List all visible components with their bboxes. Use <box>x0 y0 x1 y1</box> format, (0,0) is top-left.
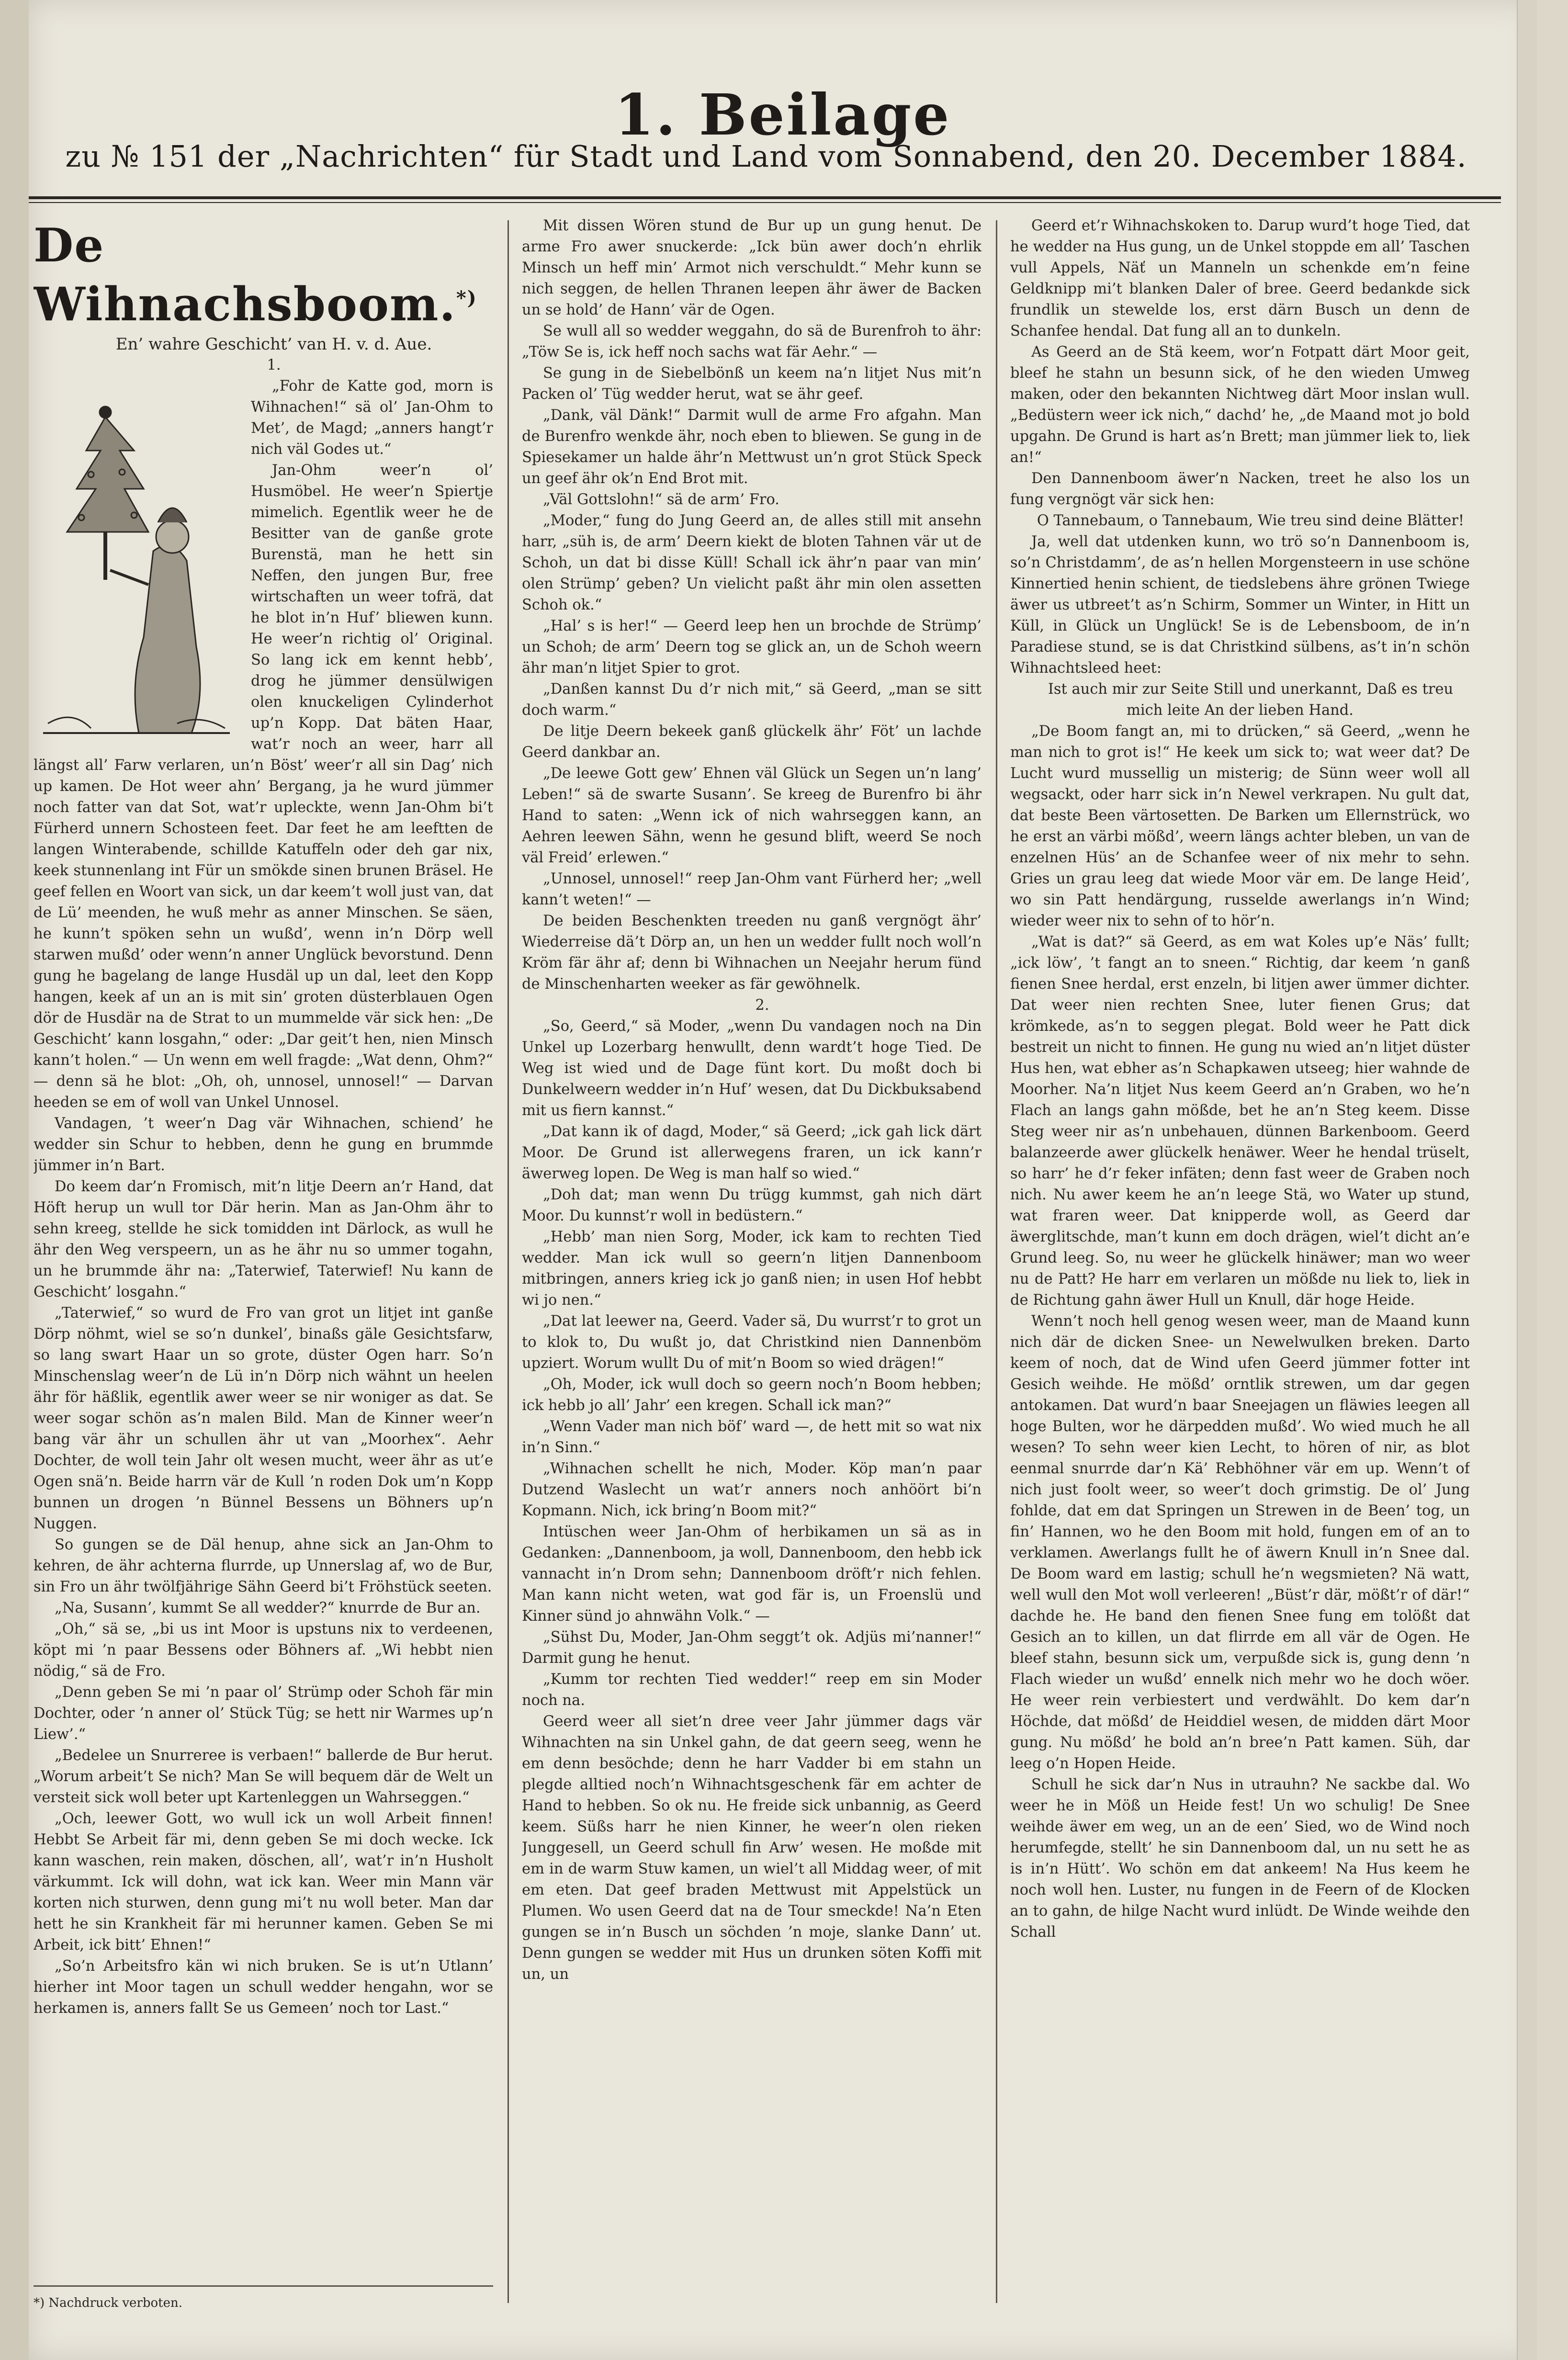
paragraph: „Dank, väl Dänk!“ Darmit wull de arme Fro afgahn. Man de Burenfro wenkde ähr, noch eben to bliewen. Se gung in de Spiesekamer un halde ähr’n Mettwust un’n grot Stück Speck un geef ähr ok’n End Brot mit. <box>522 407 981 487</box>
column-divider <box>508 220 509 2303</box>
paragraph: „Unnosel, unnosel!“ reep Jan-Ohm vant Fürherd her; „well kann’t weten!“ — <box>522 870 981 908</box>
paragraph: „Moder,“ fung do Jung Geerd an, de alles still mit ansehn harr, „süh is, de arm’ Deern kiekt de bloten Tahnen vär ut de Schoh, un dat bi disse Küll! Schall ick ähr’n paar van min’ olen Strümp’ geben? Un vielicht paßt ähr min olen assetten Schoh ok.“ <box>522 512 981 613</box>
paragraph: As Geerd an de Stä keem, wor’n Fotpatt därt Moor geit, bleef he stahn un besunn sick, of he den wieden Umweg maken, oder den bekannten Nichtweg därt Moor inslan wull. „Bedüstern weer ick nich,“ dachd’ he, „de Maand mot jo bold upgahn. De Grund is hart as’n Brett; man jümmer liek to, liek an!“ <box>1010 344 1470 466</box>
paragraph: „Oh, Moder, ick wull doch so geern noch’n Boom hebben; ick hebb jo all’ Jahr’ een kregen. Schall ick man?“ <box>522 1376 981 1414</box>
paragraph: „Hebb’ man nien Sorg, Moder, ick kam to rechten Tied wedder. Man ick wull so geern’n litjen Dannenboom mitbringen, anners krieg ick jo ganß nien; in usen Hof hebbt wi jo nen.“ <box>522 1229 981 1309</box>
masthead <box>29 81 1537 148</box>
article-title: De Wihnachsboom.*) <box>34 218 477 331</box>
column-1 <box>34 215 493 2313</box>
paragraph: „Danßen kannst Du d’r nich mit,“ sä Geerd, „man se sitt doch warm.“ <box>522 681 981 719</box>
section-number-2: 2. <box>755 997 769 1014</box>
section-number-1: 1. <box>267 357 281 373</box>
column-divider <box>996 220 997 2303</box>
paragraph: „Sühst Du, Moder, Jan-Ohm seggt’t ok. Adjüs mi’nanner!“ Darmit gung he henut. <box>522 1629 981 1667</box>
paragraph: „So, Geerd,“ sä Moder, „wenn Du vandagen noch na Din Unkel up Lozerbarg henwullt, denn wardt’t hoge Tied. De Weg ist wied und de Dage fünt kort. Du moßt doch bi Dunkelweern wedder in’n Huf’ wesen, dat Du Dickbuksabend mit us fiern kannst.“ <box>522 1018 981 1119</box>
paragraph: Jan-Ohm weer’n ol’ Husmöbel. He weer’n Spiertje mimelich. Egentlik weer he de Besitter van de ganße grote Burenstä, man he hett sin Neffen, den jungen Bur, free wirtschaften un weer tofrä, dat he blot in’n Huf’ bliewen kunn. He weer’n richtig ol’ Original. So lang ick em kennt hebb’, drog he jümmer densülwigen olen knuckeligen Cylinderhot up’n Kopp. Dat bäten Haar, wat’r noch an weer, harr all längst all’ Farw verlaren, un’n Böst’ weer’r all sin Dag’ nich up kamen. De Hot weer ahn’ Bergang, ja he wurd jümmer noch fatter van dat Sot, wat’r upleckte, wenn Jan-Ohm bi’t Fürherd unnern Schosteen feet. Dar feet he am leeftten de langen Winterabende, schillde Katuffeln oder deh gar nix, keek stunnenlang int Für un smökde sinen brunen Bräsel. He geef fellen en Woort van sick, un dar keem’t woll just van, dat de Lü’ meenden, he wuß mehr as anner Minschen. Se säen, he kunn’t spöken sehn un wußd’, wenn in’n Dörp well starwen mußd’ oder wenn’n anner Unglück bevorstund. Denn gung he bagelang de lange Husdäl up un dal, leet den Kopp hangen, keek af un an is mit sin’ groten düsterblauen Ogen dör de Husdär na de Strat to un mummelde vär sick hen: „De Geschicht’ kann losgahn,“ oder: „Dar geit’t hen, nien Minsch kann’t holen.“ — Un wenn em well fragde: „Wat denn, Ohm?“ — denn sä he blot: „Oh, oh, unnosel, unnosel!“ — Darvan heeden se em of woll van Unkel Unnosel. <box>34 462 493 1111</box>
paragraph: De litje Deern bekeek ganß glückelk ähr’ Föt’ un lachde Geerd dankbar an. <box>522 723 981 761</box>
paragraph: „Taterwief,“ so wurd de Fro van grot un litjet int ganße Dörp nöhmt, wiel se so’n dunkel’, binaßs gäle Gesichtsfarw, so lang swart Haar un so grote, düster Ogen harr. So’n Minschenslag weer’n de Lü in’n Dörp nich wähnt un heelen ähr för häßlik, egentlik awer weer se nir woniger as dat. Se weer sogar schön as’n malen Bild. Man de Kinner weer’n bang vär ähr un schullen ähr ut van „Moorhex“. Aehr Dochter, de woll tein Jahr olt wesen mucht, weer ähr as ut’e Ogen snä’n. Beide harrn vär de Kull ’n roden Dok um’n Kopp bunnen un drogen ’n Bünnel Bessens un Böhners up’n Nuggen. <box>34 1305 493 1532</box>
footnote: *) Nachdruck verboten. <box>34 2285 493 2313</box>
newspaper-page <box>29 0 1537 2360</box>
paragraph: „De Boom fangt an, mi to drücken,“ sä Geerd, „wenn he man nich to grot is!“ He keek um sick to; wat weer dat? De Lucht wurd mussellig un misterig; de Sünn weer woll all wegsackt, oder harr sick in’n Newel verkrapen. Nu gult dat, dat beste Been värtosetten. De Barken um Ellernstrück, wo he erst an värbi mößd’, weern längs achter bleben, un van de enzelnen Hüs’ an de Schanfee weer of nix mehr to sehn. Gries un grau leeg dat wiede Moor vär em. De lange Heid’, wo sin Patt hendärgung, russelde awerlangs in’n Wind; wieder weer nix to sehn of to hör’n. <box>1010 723 1470 929</box>
paragraph: Geerd weer all siet’n dree veer Jahr jümmer dags vär Wihnachten na sin Unkel gahn, de dat geern seeg, wenn he em denn besöchde; denn he harr Vadder bi em stahn un plegde alltied noch’n Wihnachtsgeschenk fär em achter de Hand to hebben. So ok nu. He freide sick unbannig, as Geerd keem. Süßs harr he nien Kinner, he weer’n olen rieken Junggesell, un Geerd schull fin Arw’ wesen. He moßde mit em in de warm Stuw kamen, un wiel’t all Middag weer, of mit em eten. Dat geef braden Mettwust mit Appelstück un Plumen. Wo usen Geerd dat na de Tour smeckde! Na’n Eten gungen se in’n Busch un söchden ’n moje, slanke Dann’ ut. Denn gungen se wedder mit Hus un drunken söten Koffi mit un, un <box>522 1713 981 1983</box>
paragraph: Ja, well dat utdenken kunn, wo trö so’n Dannenboom is, so’n Christdamm’, de as’n hellen Morgensteern in use schöne Kinnertied henin schient, de tiedslebens ähre grönen Twiege äwer us utbreet’t as’n Schirm, Sommer un Winter, in Hitt un Küll, in Glück un Unglück! Se is de Lebensboom, de in’n Paradiese stund, se is dat Christkind sülbens, as’t in’n schön Wihnachtsleed heet: <box>1010 533 1470 677</box>
paragraph: „Fohr de Katte god, morn is Wihnachen!“ sä ol’ Jan-Ohm to Met’, de Magd; „anners hangt’r nich väl Godes ut.“ <box>251 378 493 458</box>
page-right-edge <box>1517 0 1537 2360</box>
issue-line: zu № 151 der „Nachrichten“ für Stadt und Land vom Sonnabend, den 20. December 1884. <box>65 139 1467 174</box>
masthead-rule-thin <box>29 202 1501 203</box>
paragraph: „So’n Arbeitsfro kän wi nich bruken. Se is ut’n Utlann’ hierher int Moor tagen un schull wedder hengahn, wor se herkamen is, anners fallt Se us Gemeen’ noch tor Last.“ <box>34 1958 493 2017</box>
paragraph: „Doh dat; man wenn Du trügg kummst, gah nich därt Moor. Du kunnst’r woll in bedüstern.“ <box>522 1186 981 1224</box>
paragraph: Schull he sick dar’n Nus in utrauhn? Ne sackbe dal. Wo weer he in Möß un Heide fest! Un wo schulig! De Snee weihde äwer em weg, un an de een’ Sied, wo de Wind noch herumfegde, stellt’ he sin Dannenboom dal, un nu sett he as is in’n Hütt’. Wo schön em dat ankeem! Na Hus keem he noch woll hen. Luster, nu fungen in de Feern of de Klocken an to gahn, de hilge Nacht wurd inlüdt. De Winde weihde den Schall <box>1010 1776 1470 1941</box>
paragraph: „De leewe Gott gew’ Ehnen väl Glück un Segen un’n lang’ Leben!“ sä de swarte Susann’. Se kreeg de Burenfro bi ähr Hand to saten: „Wenn ick of nich wahrseggen kann, an Aehren leewen Sähn, wenn he gesund blift, weerd Se noch väl Freid’ erlewen.“ <box>522 765 981 866</box>
article-byline: En’ wahre Geschicht’ van H. v. d. Aue. <box>115 335 432 354</box>
paragraph: „Oh,“ sä se, „bi us int Moor is upstuns nix to verdeenen, köpt mi ’n paar Bessens oder Böhners af. „Wi hebbt nien nödig,“ sä de Fro. <box>34 1621 493 1680</box>
paragraph: Do keem dar’n Fromisch, mit’n litje Deern an’r Hand, dat Höft herup un wull tor Där herin. Man as Jan-Ohm ähr to sehn kreeg, stellde he sick tomidden int Därlock, as wull he ähr den Weg verspeern, un as he ähr nu so ummer togahn, un he brummde ähr na: „Taterwief, Taterwief! Nu kann de Geschicht’ losgahn.“ <box>34 1178 493 1300</box>
paragraph: „Väl Gottslohn!“ sä de arm’ Fro. <box>543 491 779 508</box>
paragraph: „Na, Susann’, kummt Se all wedder?“ knurrde de Bur an. <box>55 1600 481 1616</box>
song-verse: Ist auch mir zur Seite Still und unerkannt, Daß es treu mich leite An der lieben Hand. <box>1048 681 1454 719</box>
paragraph: Se gung in de Siebelbönß un keem na’n litjet Nus mit’n Packen ol’ Tüg wedder herut, wat se ähr geef. <box>522 365 981 403</box>
paragraph: Mit dissen Wören stund de Bur up un gung henut. De arme Fro awer snuckerde: „Ick bün awer doch’n ehrlik Minsch un heff min’ Armot nich verschuldt.“ Mehr kunn se nich seggen, de hellen Thranen leepen ähr äwer de Backen un se hold’ de Hann’ vär de Ogen. <box>522 217 981 318</box>
paragraph: „Kumm tor rechten Tied wedder!“ reep em sin Moder noch na. <box>522 1671 981 1709</box>
paragraph: „Wihnachen schellt he nich, Moder. Köp man’n paar Dutzend Waslecht un wat’r anners noch anhöört bi’n Kopmann. Nich, ick bring’n Boom mit?“ <box>522 1460 981 1519</box>
paragraph: „Och, leewer Gott, wo wull ick un woll Arbeit finnen! Hebbt Se Arbeit fär mi, denn geben Se mi doch wecke. Ick kann waschen, rein maken, döschen, all’, wat’r in’n Husholt värkummt. Ick will dohn, wat ick kan. Weer min Mann vär korten nich sturwen, denn gung mi’t nu woll beter. Man dar hett he sin Krankheit fär mi herunner kamen. Geben Se mi Arbeit, ick bitt’ Ehnen!“ <box>34 1810 493 1953</box>
paragraph: Se wull all so wedder weggahn, do sä de Burenfroh to ähr: „Töw Se is, ick heff noch sachs wat fär Aehr.“ — <box>522 323 981 361</box>
paragraph: „Wat is dat?“ sä Geerd, as em wat Koles up’e Näs’ fullt; „ick löw’, ’t fangt an to sneen.“ Richtig, dar keem ’n ganß fienen Snee herdal, erst enzeln, bi litjen awer ümmer dichter. Dat weer nien rechten Snee, luter fienen Grus; dat krömkede, as’n to seggen plegat. Bold weer he Patt dick bestreit un nicht to finnen. He gung nu wied an’n litjet düster Hus hen, wat ebher as’n Schapkawen utseeg; hier wahnde de Moorher. Na’n litjet Nus keem Geerd an’n Graben, wo he’n Flach an langs gahn mößde, bet he an’n Steg keem. Disse Steg weer nir as’n unbehauen, dünnen Barkenboom. Geerd balanzeerde awer glückelk henäwer. Weer he hendal trüselt, so harr’ he d’r feker infäten; denn fast weer de Graben noch nich. Nu awer keem he an’n leege Stä, wo Water up stund, wat fraren weer. Dat knipperde woll, as Geerd dar äwerglitschde, man’t kunn em doch drägen, wiel’t dicht an’e Grund leeg. So, nu weer he glückelk hinäwer; man wo weer nu de Patt? He harr em verlaren un mößde nu liek to, liek in de Richtung gahn äwer Hull un Knull, där hoge Heide. <box>1010 934 1470 1309</box>
paragraph: Geerd et’r Wihnachskoken to. Darup wurd’t hoge Tied, dat he wedder na Hus gung, un de Unkel stoppde em all’ Taschen vull Appels, Näť un Manneln un schenkde em’n feine Geldknipp mi’t blanken Daler of bree. Geerd bedankde sick frundlik un stewelde los, erst därn Busch un denn de Schanfee hendal. Dat fung all an to dunkeln. <box>1010 217 1470 339</box>
paragraph: „Denn geben Se mi ’n paar ol’ Strümp oder Schoh fär min Dochter, oder ’n anner ol’ Stück Tüg; se hett nir Warmes up’n Liew’.“ <box>34 1684 493 1743</box>
paragraph: Intüschen weer Jan-Ohm of herbikamen un sä as in Gedanken: „Dannenboom, ja woll, Dannenboom, den hebb ick vannacht in’n Drom sehn; Dannenboom dröft’r nich fehlen. Man kann nicht weten, wat god fär is, un Froenslü und Kinner sünd jo ahnwähn Volk.“ — <box>522 1524 981 1625</box>
column-2 <box>522 215 981 2313</box>
supplement-title: 1. Beilage <box>614 81 951 148</box>
paragraph: Wenn’t noch hell genog wesen weer, man de Maand kunn nich där de dicken Snee- un Newelwulken breken. Darto keem of noch, dat de Wind ufen Geerd jümmer fotter int Gesich weihde. He mößd’ orntlik strewen, um dar gegen antokamen. Dat wurd’n baar Sneejagen un fläwies leegen all hoge Bulten, wor he därpedden mußd’. Wo wied much he all wesen? To sehn weer kien Lecht, to hören of nir, as blot eenmal snurrde dar’n Kä’ Rebhöhner vär em up. Wenn’t of nich just foolt weer, so weer’t doch grimstig. De ol’ Jung fohlde, dat em dat Springen un Strewen in de Been’ tog, un fin’ Hannen, wo he den Boom mit hold, fungen em of an to verklamen. Awerlangs fullt he of äwern Knull in’n Snee dal. De Boom ward em lastig; schull he’n wegsmieten? Nä watt, well wull den Mot woll verleeren! „Büst’r där, mößt’r of där!“ dachde he. He band den fienen Snee fung em tolößt dat Gesich an to killen, un dat flirrde em all vär de Ogen. He bleef stahn, besunn sick um, verpußde sick is, gung denn ’n Flach wieder un wußd’ ennelk nich mehr wo he doch wöer. He weer rein verbiestert und verdwählt. Do kem dar’n Höchde, dat mößd’ de Heiddiel wesen, de midden därt Moor gung. Nu mößd’ he bold an’n bree’n Patt kamen. Süh, dar leeg o’n Hopen Heide. <box>1010 1313 1470 1772</box>
paragraph: „Bedelee un Snurreree is verbaen!“ ballerde de Bur herut. „Worum arbeit’t Se nich? Man Se will bequem där de Welt un versteit sick woll beter upt Kartenleggen un Wahrseggen.“ <box>34 1747 493 1806</box>
paragraph: Vandagen, ’t weer’n Dag vär Wihnachen, schiend’ he wedder sin Schur to hebben, denn he gung en brummde jümmer in’n Bart. <box>34 1115 493 1174</box>
adjacent-page-edge <box>0 0 30 2360</box>
masthead-rule <box>29 196 1501 199</box>
paragraph: Den Dannenboom äwer’n Nacken, treet he also los un fung vergnögt vär sick hen: <box>1010 470 1470 508</box>
paragraph: De beiden Beschenkten treeden nu ganß vergnögt ähr’ Wiederreise dä’t Dörp an, un hen un wedder fullt noch woll’n Kröm fär ähr af; denn bi Wihnachen un Neejahr herum fünd de Minschenharten weeker as fär gewöhnelk. <box>522 913 981 993</box>
paragraph: „Hal’ s is her!“ — Geerd leep hen un brochde de Strümp’ un Schoh; de arm’ Deern tog se glick an, un de Schoh weern ähr man’n litjet Spier to grot. <box>522 618 981 677</box>
paragraph: So gungen se de Däl henup, ahne sick an Jan-Ohm to kehren, de ähr achterna flurrde, up Unnerslag af, wo de Bur, sin Fro un ähr twölfjährige Sähn Geerd bi’t Fröhstück seeten. <box>34 1536 493 1595</box>
paragraph: „Dat kann ik of dagd, Moder,“ sä Geerd; „ick gah lick därt Moor. De Grund ist allerwegens fraren, un ick kann’r äwerweg lopen. De Weg is man half so wied.“ <box>522 1123 981 1182</box>
paragraph: „Dat lat leewer na, Geerd. Vader sä, Du wurrst’r to grot un to klok to, Du wußt jo, dat Christkind nien Dannenböm upziert. Worum wullt Du of mit’n Boom so wied drägen!“ <box>522 1313 981 1372</box>
song-verse: O Tannebaum, o Tannebaum, Wie treu sind deine Blätter! <box>1037 512 1465 529</box>
christmas-tree-figure-icon <box>34 379 239 743</box>
paragraph: „Wenn Vader man nich böf’ ward —, de hett mit so wat nix in’n Sinn.“ <box>522 1418 981 1456</box>
column-3 <box>1010 215 1470 2313</box>
